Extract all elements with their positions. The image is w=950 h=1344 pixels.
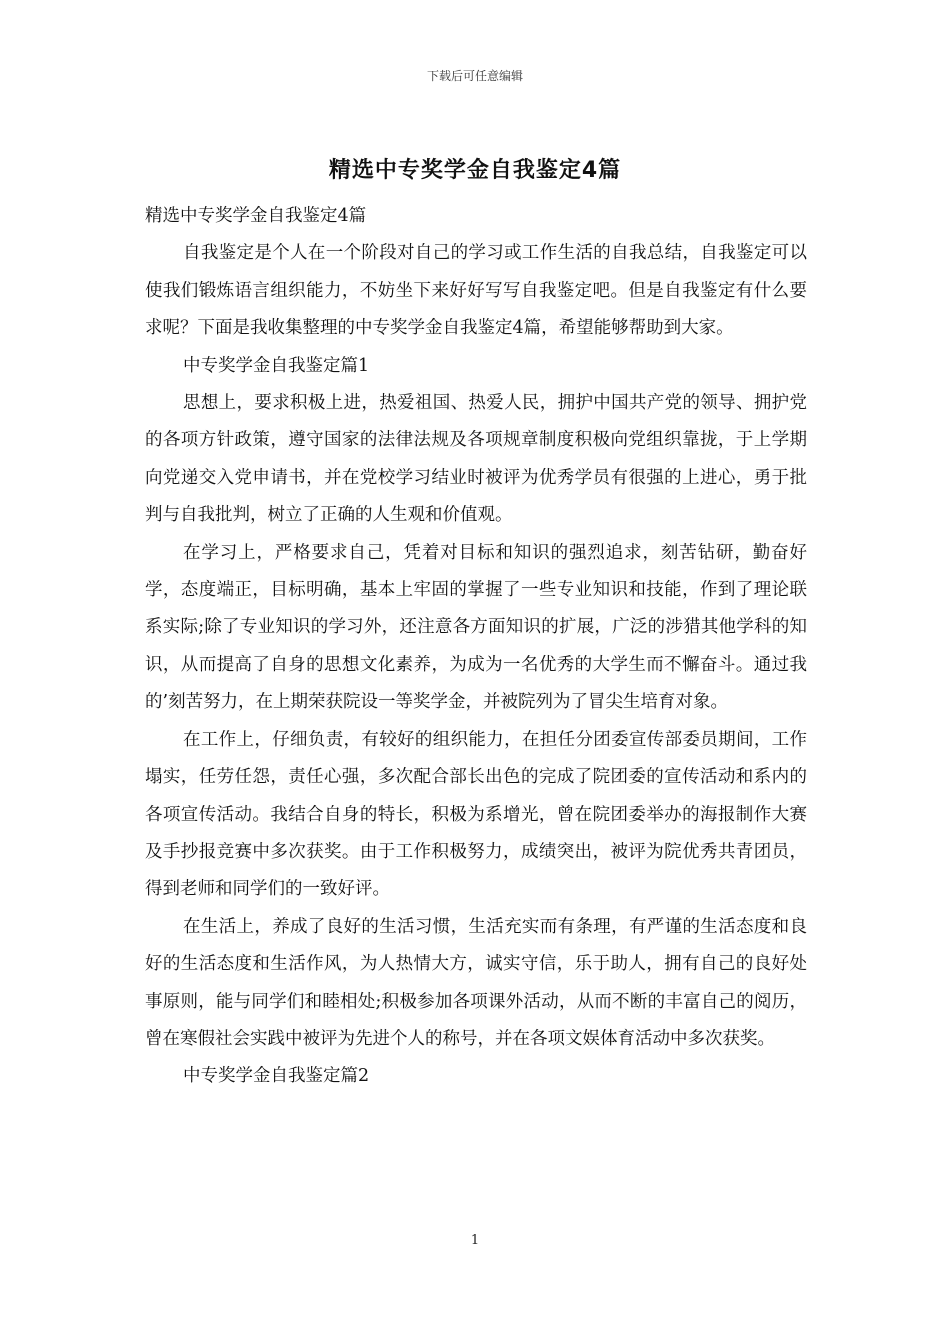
section-heading-2: 中专奖学金自我鉴定篇2: [183, 1066, 370, 1087]
document-title: 精选中专奖学金自我鉴定4篇: [328, 158, 622, 183]
header-note: 下载后可任意编辑: [426, 69, 523, 83]
intro-paragraph: 自我鉴定是个人在一个阶段对自己的学习或工作生活的自我总结，自我鉴定可以使我们锻炼语言组织能力，不妨坐下来好好写写自我鉴定吧。但是自我鉴定有什么要求呢？下面是我收集整理的中专奖学金自我鉴定4篇，希望能够帮助到大家。: [145, 243, 807, 339]
page-number: 1: [470, 1233, 480, 1248]
document-body: [145, 198, 807, 1096]
document-subtitle: 精选中专奖学金自我鉴定4篇: [145, 206, 367, 226]
section-heading-1: 中专奖学金自我鉴定篇1: [183, 355, 370, 376]
life-paragraph: 在生活上，养成了良好的生活习惯，生活充实而有条理，有严谨的生活态度和良好的生活态度和生活作风，为人热情大方，诚实守信，乐于助人，拥有自己的良好处事原则，能与同学们和睦相处;积极参加各项课外活动，从而不断的丰富自己的阅历，曾在寒假社会实践中被评为先进个人的称号，并在各项文娱体育活动中多次获奖。: [145, 916, 807, 1049]
thought-paragraph: 思想上，要求积极上进，热爱祖国、热爱人民，拥护中国共产党的领导、拥护党的各项方针政策，遵守国家的法律法规及各项规章制度积极向党组织靠拢，于上学期向党递交入党申请书，并在党校学习结业时被评为优秀学员有很强的上进心，勇于批判与自我批判，树立了正确的人生观和价值观。: [145, 393, 807, 526]
work-paragraph: 在工作上，仔细负责，有较好的组织能力，在担任分团委宣传部委员期间，工作塌实，任劳任怨，责任心强，多次配合部长出色的完成了院团委的宣传活动和系内的各项宣传活动。我结合自身的特长，积极为系增光，曾在院团委举办的海报制作大赛及手抄报竞赛中多次获奖。由于工作积极努力，成绩突出，被评为院优秀共青团员，得到老师和同学们的一致好评。: [145, 729, 807, 900]
study-paragraph: 在学习上，严格要求自己，凭着对目标和知识的强烈追求，刻苦钻研，勤奋好学，态度端正，目标明确，基本上牢固的掌握了一些专业知识和技能，作到了理论联系实际;除了专业知识的学习外，还注意各方面知识的扩展，广泛的涉猎其他学科的知识，从而提高了自身的思想文化素养，为成为一名优秀的大学生而不懈奋斗。通过我的’刻苦努力，在上期荣获院设一等奖学金，并被院列为了冒尖生培育对象。: [145, 542, 807, 713]
